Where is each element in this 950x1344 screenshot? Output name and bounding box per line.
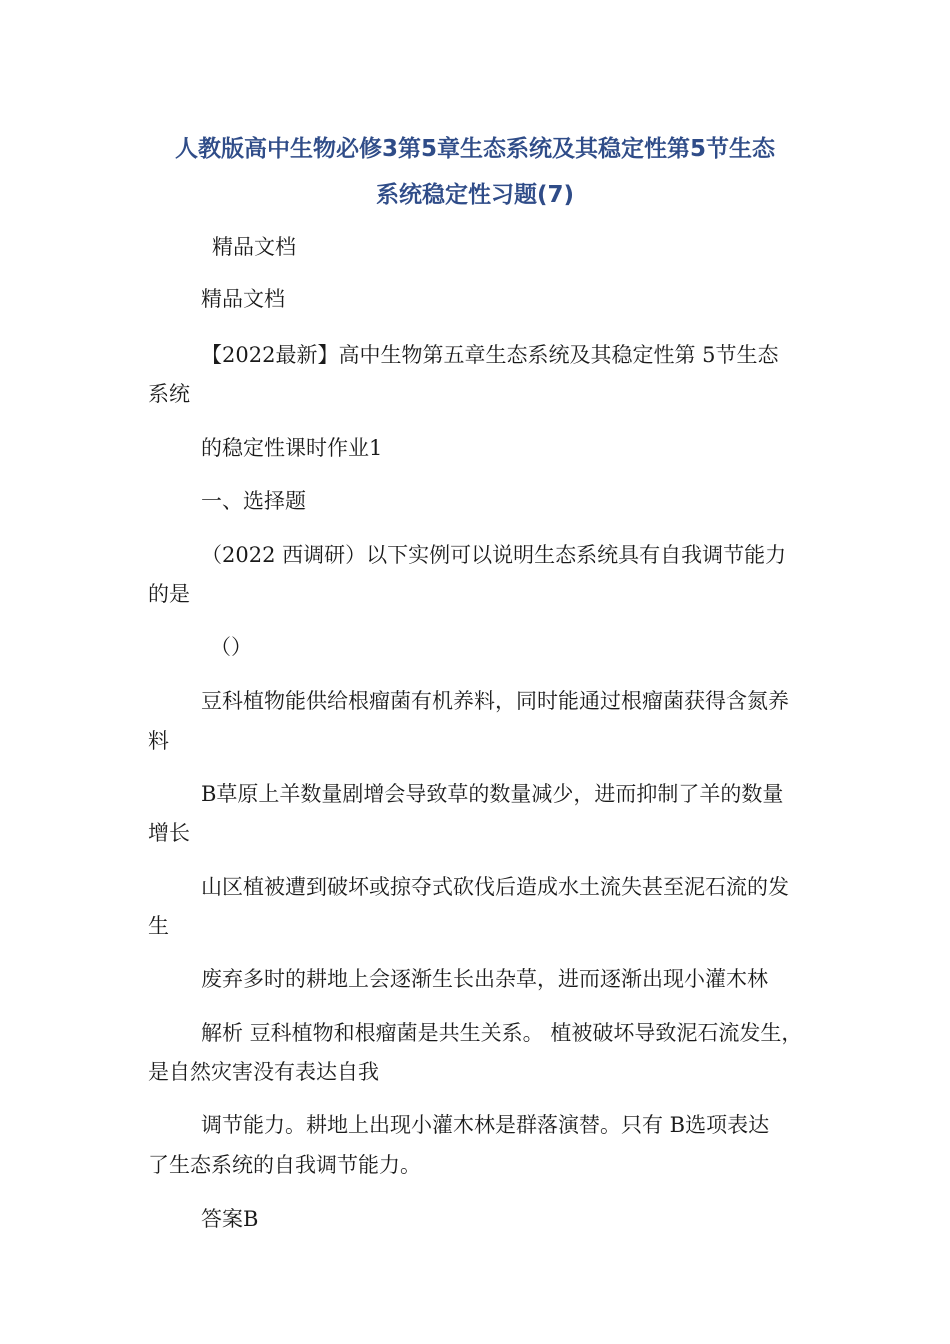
option-text: 料 <box>148 729 169 753</box>
option-text: 废弃多时的耕地上会逐渐生长出杂草，进而逐渐出现小灌木林 <box>201 967 768 991</box>
question-text: （2022 西调研）以下实例可以说明生态系统具有自我调节能力 <box>201 543 787 567</box>
text-line: 精品文档 <box>212 235 296 259</box>
option-text: 生 <box>148 914 169 938</box>
section-heading: 一、选择题 <box>201 489 306 513</box>
answer-blank: （） <box>210 635 252 659</box>
text-line: 的稳定性课时作业1 <box>201 436 383 460</box>
option-text: 山区植被遭到破坏或掠夺式砍伐后造成水土流失甚至泥石流的发 <box>201 875 789 899</box>
option-text: 豆科植物能供给根瘤菌有机养料，同时能通过根瘤菌获得含氮养 <box>201 689 789 713</box>
text-line: 【2022最新】高中生物第五章生态系统及其稳定性第 5节生态 <box>201 343 779 367</box>
analysis-text: 是自然灾害没有表达自我 <box>148 1060 379 1084</box>
text-line: 精品文档 <box>201 287 285 311</box>
document-title-line-1: 人教版高中生物必修3第5章生态系统及其稳定性第5节生态 <box>174 136 775 162</box>
option-text: 增长 <box>148 821 190 845</box>
question-text: 的是 <box>148 582 190 606</box>
analysis-text: 解析 豆科植物和根瘤菌是共生关系。 植被破坏导致泥石流发生， <box>201 1021 803 1045</box>
option-text: B草原上羊数量剧增会导致草的数量减少，进而抑制了羊的数量 <box>201 782 784 806</box>
document-title-line-2: 系统稳定性习题(7) <box>375 182 575 208</box>
analysis-text: 了生态系统的自我调节能力。 <box>148 1153 421 1177</box>
answer-text: 答案B <box>201 1207 259 1231</box>
text-line: 系统 <box>148 382 190 406</box>
analysis-text: 调节能力。耕地上出现小灌木林是群落演替。只有 B选项表达 <box>201 1113 770 1137</box>
